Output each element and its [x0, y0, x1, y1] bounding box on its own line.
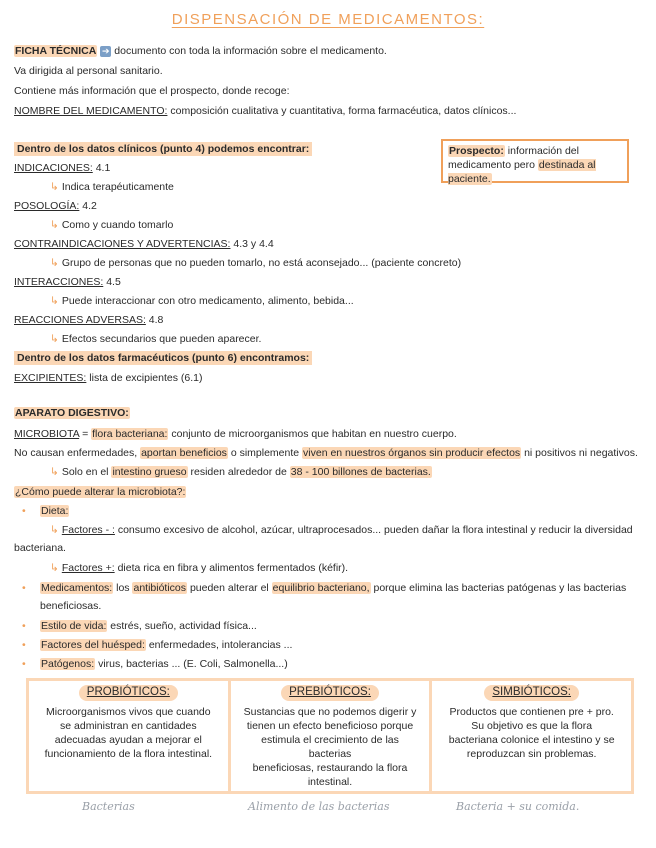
- bullet-icon: •: [22, 620, 26, 632]
- card-line: bacteriana colonice el intestino y se: [448, 733, 615, 746]
- card-line: Microorganismos vivos que cuando: [46, 705, 211, 718]
- indicaciones-desc: ↳ Indica terapéuticamente: [50, 181, 174, 193]
- medicamentos-item2: beneficiosas.: [40, 600, 102, 612]
- prebioticos-note: Alimento de las bacterias: [248, 800, 390, 813]
- probioticos-card: [29, 681, 228, 791]
- bullet-icon: •: [22, 639, 26, 651]
- bullet-icon: •: [22, 582, 26, 594]
- estilo-item: • Estilo de vida: estrés, sueño, actividad física...: [22, 620, 257, 632]
- arrow-icon: ↳: [50, 562, 59, 574]
- nombre-line: [14, 104, 516, 118]
- dieta-item: • Dieta:: [22, 505, 69, 517]
- medicamentos-item: • Medicamentos: los antibióticos pueden alterar el equilibrio bacteriano, porque elimina las bacterias patógenas y las bacterias: [22, 582, 627, 594]
- microbiota-line3: ↳ Solo en el intestino grueso residen alrededor de 38 - 100 billones de bacterias.: [50, 466, 431, 478]
- nombre-text: composición cualitativa y cuantitativa, forma farmacéutica, datos clínicos...: [170, 105, 517, 117]
- reacciones-desc: ↳ Efectos secundarios que pueden aparecer.: [50, 333, 262, 345]
- excipientes-line: EXCIPIENTES: lista de excipientes (6.1): [14, 372, 203, 384]
- card-line: estimula el crecimiento de las bacterias: [261, 733, 399, 761]
- simbioticos-note: Bacteria + su comida.: [456, 800, 580, 813]
- prospecto-box: [441, 139, 629, 186]
- microbiota-line2: No causan enfermedades, aportan beneficios o simplemente viven en nuestros órganos sin producir efectos ni positivos ni negativos.: [14, 447, 638, 459]
- prospecto-text3: destinada al paciente.: [448, 159, 596, 186]
- card-line: reproduzcan sin problemas.: [466, 748, 597, 761]
- posologia-line: POSOLOGÍA: 4.2: [14, 200, 97, 212]
- posologia-desc: ↳ Como y cuando tomarlo: [50, 219, 174, 231]
- ficha-label: FICHA TÉCNICA: [15, 45, 97, 57]
- arrow-icon: ↳: [50, 257, 59, 269]
- ficha-line: [14, 44, 387, 58]
- probioticos-note: Bacterias: [82, 800, 135, 813]
- question-line: ¿Cómo puede alterar la microbiota?:: [15, 486, 186, 498]
- nombre-label: NOMBRE DEL MEDICAMENTO:: [14, 105, 168, 117]
- page-title: DISPENSACIÓN DE MEDICAMENTOS:: [171, 11, 485, 28]
- digestivo-heading: APARATO DIGESTIVO:: [15, 407, 129, 419]
- card-line: adecuadas ayudan a mejorar el: [54, 733, 202, 746]
- factores-pos-line: ↳ Factores +: dieta rica en fibra y alimentos fermentados (kéfir).: [50, 562, 349, 574]
- arrow-icon: ↳: [50, 295, 59, 307]
- bullet-icon: •: [22, 505, 26, 517]
- farmaceuticos-heading: Dentro de los datos farmacéuticos (punto 6) encontramos:: [14, 351, 312, 365]
- card-line: Productos que contienen pre + pro.: [449, 705, 614, 718]
- reacciones-line: REACCIONES ADVERSAS: 4.8: [14, 314, 164, 326]
- prebioticos-card: [228, 681, 430, 791]
- card-line: intestinal.: [307, 776, 353, 789]
- card-line: Su objetivo es que la flora: [471, 719, 593, 732]
- factores-neg-line2: bacteriana.: [14, 542, 66, 554]
- prebioticos-title: PREBIÓTICOS:: [281, 685, 379, 701]
- card-line: tienen un efecto beneficioso porque: [246, 719, 414, 732]
- card-line: funcionamiento de la flora intestinal.: [44, 748, 213, 761]
- interacciones-line: INTERACCIONES: 4.5: [14, 276, 121, 288]
- arrow-icon: ↳: [50, 181, 59, 193]
- prospecto-label: Prospecto:: [449, 145, 504, 157]
- arrow-icon: ↳: [50, 219, 59, 231]
- bullet-icon: •: [22, 658, 26, 670]
- arrow-icon: ↳: [50, 524, 59, 536]
- card-line: se administran en cantidades: [60, 719, 197, 732]
- ficha-line2: Va dirigida al personal sanitario.: [14, 65, 163, 77]
- card-line: Sustancias que no podemos digerir y: [243, 705, 417, 718]
- biotics-table: [26, 678, 634, 794]
- prospecto-text2: medicamento pero: [448, 159, 535, 172]
- patogenos-item: • Patógenos: virus, bacterias ... (E. Coli, Salmonella...): [22, 658, 288, 670]
- ficha-line3: Contiene más información que el prospecto, donde recoge:: [14, 85, 290, 97]
- right-arrow-icon: ➔: [102, 45, 110, 56]
- simbioticos-title: SIMBIÓTICOS:: [484, 685, 579, 701]
- contraindicaciones-desc: ↳ Grupo de personas que no pueden tomarlo, no está aconsejado... (paciente concreto): [50, 257, 462, 269]
- arrow-icon: ↳: [50, 466, 59, 478]
- contraindicaciones-line: CONTRAINDICACIONES Y ADVERTENCIAS: 4.3 y 4.4: [14, 238, 274, 250]
- card-line: beneficiosas, restaurando la flora: [252, 762, 408, 775]
- factores-neg-line: ↳ Factores - : consumo excesivo de alcohol, azúcar, ultraprocesados... pueden dañar la flora intestinal y reducir la diversidad: [50, 524, 633, 536]
- microbiota-line: MICROBIOTA = flora bacteriana: conjunto de microorganismos que habitan en nuestro cuerpo.: [14, 428, 457, 440]
- interacciones-desc: ↳ Puede interaccionar con otro medicamento, alimento, bebida...: [50, 295, 354, 307]
- clinicos-heading: Dentro de los datos clínicos (punto 4) podemos encontrar:: [14, 142, 312, 156]
- arrow-icon: ↳: [50, 333, 59, 345]
- simbioticos-card: [429, 681, 631, 791]
- huesped-item: • Factores del huésped: enfermedades, intolerancias ...: [22, 639, 293, 651]
- prospecto-text1: información del: [507, 145, 579, 157]
- indicaciones-line: INDICACIONES: 4.1: [14, 162, 111, 174]
- probioticos-title: PROBIÓTICOS:: [79, 685, 178, 701]
- ficha-definition: documento con toda la información sobre el medicamento.: [114, 45, 387, 57]
